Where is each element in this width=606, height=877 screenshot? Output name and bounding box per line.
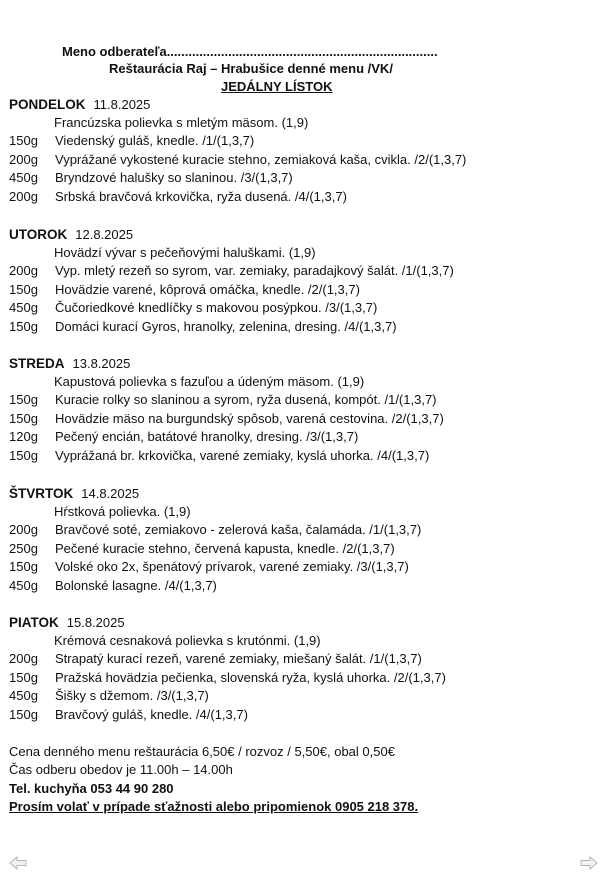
dish-row — [9, 132, 599, 150]
day-date: 14.8.2025 — [81, 486, 140, 501]
day-date: 11.8.2025 — [93, 97, 151, 112]
kitchen-phone: Tel. kuchyňa 053 44 90 280 — [9, 780, 174, 796]
dish-weight: 200g — [9, 522, 38, 538]
dish-row — [9, 391, 599, 409]
dish-name: Vyprážané vykostené kuracie stehno, zemiaková kaša, cvikla. /2/(1,3,7) — [55, 151, 467, 167]
day-date: 15.8.2025 — [66, 615, 125, 630]
dish-weight: 150g — [9, 410, 38, 426]
dish-weight: 150g — [9, 706, 38, 722]
dish-row — [9, 428, 599, 446]
day-name: STREDA — [9, 356, 65, 371]
dish-weight: 150g — [9, 318, 38, 334]
soup-item: Kapustová polievka s fazuľou a údeným mäsom. (1,9) — [54, 374, 365, 389]
dish-weight: 450g — [9, 688, 38, 704]
dish-name: Bravčový guláš, knedle. /4/(1,3,7) — [55, 706, 248, 722]
dish-weight: 150g — [9, 447, 38, 463]
dish-weight: 450g — [9, 300, 38, 316]
day-header — [9, 614, 599, 632]
dish-name: Bryndzové halušky so slaninou. /3/(1,3,7) — [55, 170, 293, 186]
day-section-thursday — [9, 485, 599, 595]
dish-name: Volské oko 2x, špenátový prívarok, varené zemiaky. /3/(1,3,7) — [55, 559, 409, 575]
dish-weight: 200g — [9, 188, 38, 204]
dish-weight: 150g — [9, 392, 38, 408]
day-header — [9, 355, 599, 373]
day-header — [9, 96, 599, 114]
dish-name: Hovädzie varené, kôprová omáčka, knedle. /2/(1,3,7) — [55, 281, 360, 297]
dish-row — [9, 281, 599, 299]
dish-weight: 450g — [9, 170, 38, 186]
arrow-right-icon[interactable] — [580, 856, 598, 870]
dish-name: Šišky s džemom. /3/(1,3,7) — [55, 688, 209, 704]
day-date: 12.8.2025 — [75, 227, 134, 242]
dish-name: Domáci kurací Gyros, hranolky, zelenina, dresing. /4/(1,3,7) — [55, 318, 397, 334]
dish-row — [9, 447, 599, 465]
dish-weight: 450g — [9, 577, 38, 593]
restaurant-heading: Reštaurácia Raj – Hrabušice denné menu /VK/ — [109, 61, 393, 76]
dish-row — [9, 299, 599, 317]
complaint-contact: Prosím volať v prípade sťažnosti alebo pripomienok 0905 218 378. — [9, 799, 419, 815]
dish-name: Srbská bravčová krkovička, ryža dusená. /4/(1,3,7) — [55, 188, 347, 204]
dish-row — [9, 521, 599, 539]
dish-weight: 200g — [9, 151, 38, 167]
dish-row — [9, 540, 599, 558]
dish-row — [9, 558, 599, 576]
day-name: ŠTVRTOK — [9, 486, 74, 501]
customer-name-line: Meno odberateľa........................................................................... — [62, 44, 438, 59]
dish-name: Strapatý kurací rezeň, varené zemiaky, miešaný šalát. /1/(1,3,7) — [55, 651, 422, 667]
arrow-left-icon[interactable] — [9, 856, 27, 870]
dish-row — [9, 577, 599, 595]
dish-row — [9, 410, 599, 428]
menu-title: JEDÁLNY LÍSTOK — [221, 79, 333, 94]
dish-row — [9, 169, 599, 187]
dish-name: Čučoriedkové knedlíčky s makovou posýpkou. /3/(1,3,7) — [55, 300, 378, 316]
dish-name: Bravčové soté, zemiakovo - zelerová kaša, čalamáda. /1/(1,3,7) — [55, 522, 422, 538]
dish-name: Kuracie rolky so slaninou a syrom, ryža dusená, kompót. /1/(1,3,7) — [55, 392, 437, 408]
day-section-tuesday — [9, 226, 599, 336]
menu-footer — [9, 743, 418, 817]
dish-name: Vyprážaná br. krkovička, varené zemiaky, kyslá uhorka. /4/(1,3,7) — [55, 447, 430, 463]
day-name: UTOROK — [9, 227, 68, 242]
dish-name: Vyp. mletý rezeň so syrom, var. zemiaky, paradajkový šalát. /1/(1,3,7) — [55, 263, 454, 279]
dish-name: Viedenský guláš, knedle. /1/(1,3,7) — [55, 133, 255, 149]
soup-item: Francúzska polievka s mletým mäsom. (1,9) — [54, 115, 309, 130]
day-header — [9, 226, 599, 244]
dish-row — [9, 151, 599, 169]
pickup-time-info: Čas odberu obedov je 11.00h – 14.00h — [9, 762, 233, 778]
dish-name: Pečené kuracie stehno, červená kapusta, knedle. /2/(1,3,7) — [55, 540, 395, 556]
dish-weight: 120g — [9, 429, 38, 445]
dish-row — [9, 650, 599, 668]
day-section-wednesday — [9, 355, 599, 465]
dish-weight: 200g — [9, 263, 38, 279]
dish-weight: 150g — [9, 669, 38, 685]
dish-weight: 200g — [9, 651, 38, 667]
day-section-monday — [9, 96, 599, 206]
day-header — [9, 485, 599, 503]
soup-item: Hovädzí vývar s pečeňovými haluškami. (1,9) — [54, 245, 316, 260]
day-date: 13.8.2025 — [72, 356, 131, 371]
soup-item: Hŕstková polievka. (1,9) — [54, 504, 191, 519]
day-name: PIATOK — [9, 615, 59, 630]
day-section-friday — [9, 614, 599, 724]
dish-row — [9, 262, 599, 280]
dish-name: Bolonské lasagne. /4/(1,3,7) — [55, 577, 217, 593]
dish-row — [9, 706, 599, 724]
dish-weight: 150g — [9, 281, 38, 297]
dish-row — [9, 318, 599, 336]
dish-row — [9, 687, 599, 705]
dish-row — [9, 188, 599, 206]
dish-row — [9, 669, 599, 687]
price-info: Cena denného menu reštaurácia 6,50€ / rozvoz / 5,50€, obal 0,50€ — [9, 744, 395, 759]
soup-item: Krémová cesnaková polievka s krutónmi. (1,9) — [54, 633, 321, 648]
dish-name: Pražská hovädzia pečienka, slovenská ryža, kyslá uhorka. /2/(1,3,7) — [55, 669, 446, 685]
dish-weight: 250g — [9, 540, 38, 556]
dish-weight: 150g — [9, 559, 38, 575]
day-name: PONDELOK — [9, 97, 86, 112]
dish-name: Pečený encián, batátové hranolky, dresing. /3/(1,3,7) — [55, 429, 359, 445]
dish-weight: 150g — [9, 133, 38, 149]
dish-name: Hovädzie mäso na burgundský spôsob, varená cestovina. /2/(1,3,7) — [55, 410, 444, 426]
